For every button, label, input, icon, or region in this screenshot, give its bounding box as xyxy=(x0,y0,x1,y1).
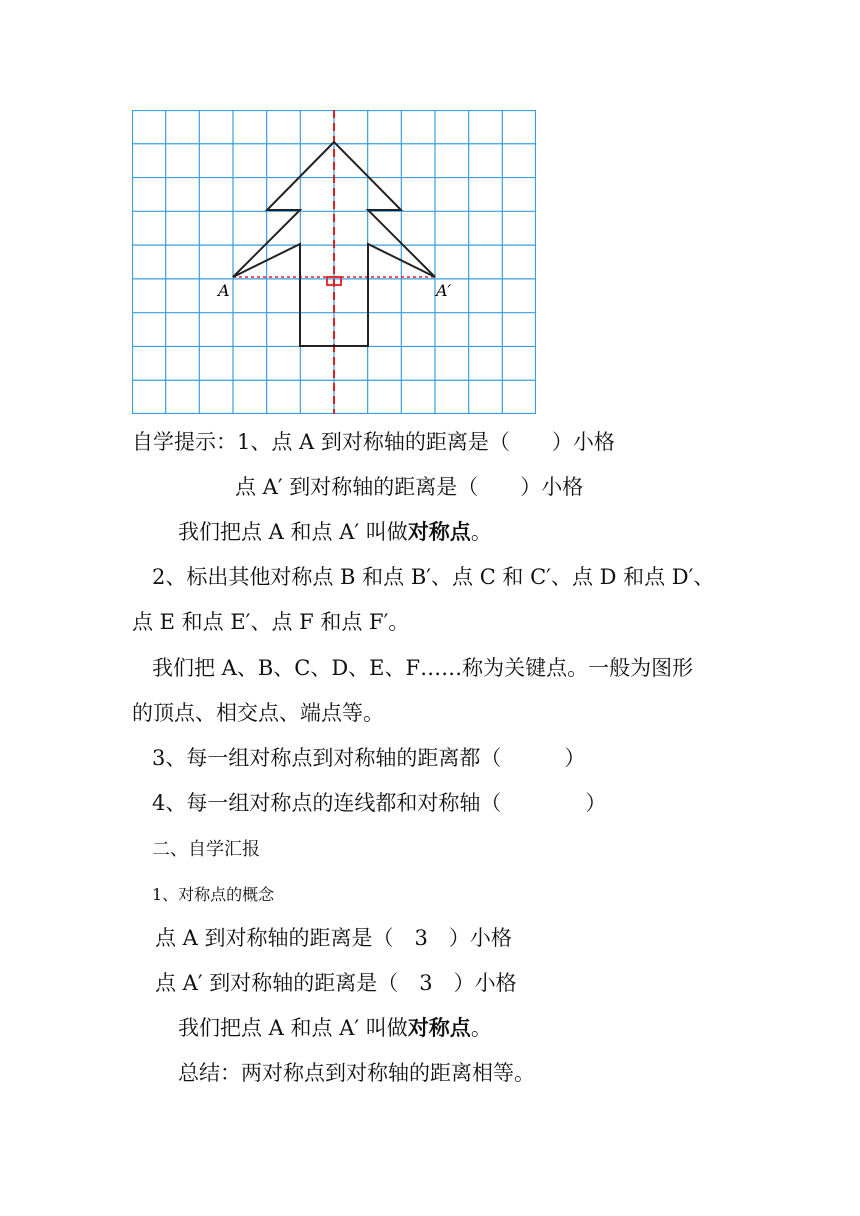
def-2-pre: 我们把点 A 和点 A′ 叫做 xyxy=(178,1016,408,1040)
symmetric-point-def-2 xyxy=(178,1014,492,1042)
hint-3: 3、每一组对称点到对称轴的距离都（ ） xyxy=(152,746,586,770)
def-1-post: 。 xyxy=(470,520,492,544)
hint-2: 2、标出其他对称点 B 和点 B′、点 C 和 C′、点 D 和点 D′、 xyxy=(152,565,715,589)
answer-1: 点 A 到对称轴的距离是（ 3 ）小格 xyxy=(155,926,512,950)
hint-1: 自学提示：1、点 A 到对称轴的距离是（ ）小格 xyxy=(132,430,615,454)
hint-1b: 点 A′ 到对称轴的距离是（ ）小格 xyxy=(235,475,584,499)
symmetric-point-def-1 xyxy=(178,518,492,546)
hint-2b: 点 E 和点 E′、点 F 和点 F′。 xyxy=(132,610,410,634)
summary: 总结：两对称点到对称轴的距离相等。 xyxy=(178,1061,535,1085)
symmetry-figure xyxy=(132,110,536,414)
section-heading: 二、自学汇报 xyxy=(152,839,260,860)
def-1-pre: 我们把点 A 和点 A′ 叫做 xyxy=(178,520,408,544)
key-points-text-2: 的顶点、相交点、端点等。 xyxy=(132,701,384,725)
def-2-post: 。 xyxy=(470,1016,492,1040)
key-points-text: 我们把 A、B、C、D、E、F……称为关键点。一般为图形 xyxy=(152,656,694,680)
def-2-bold: 对称点 xyxy=(407,1015,471,1040)
point-a-label: A xyxy=(218,281,230,300)
def-1-bold: 对称点 xyxy=(407,519,471,544)
point-a-prime-label: A′ xyxy=(436,281,452,300)
answer-2: 点 A′ 到对称轴的距离是（ 3 ）小格 xyxy=(155,971,517,995)
hint-4: 4、每一组对称点的连线都和对称轴（ ） xyxy=(152,791,607,815)
subsection-heading: 1、对称点的概念 xyxy=(152,885,275,904)
